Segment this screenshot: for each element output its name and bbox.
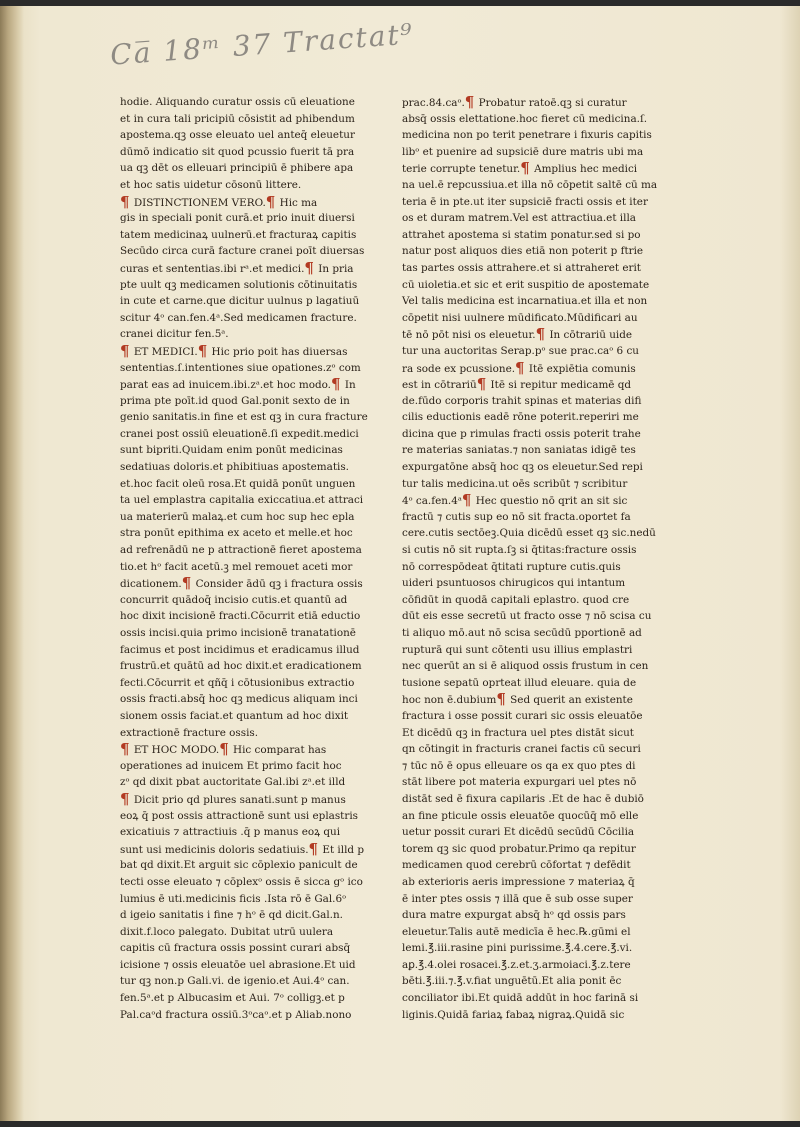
text-line <box>402 94 626 111</box>
text-line <box>120 907 343 924</box>
text-line <box>402 525 656 542</box>
text-line <box>402 343 639 360</box>
text-line <box>402 426 641 443</box>
text-line <box>120 675 355 692</box>
text-line <box>120 310 357 327</box>
text-segment: Consider ādū qꝫ i fractura ossis <box>192 578 363 591</box>
text-segment: na uel.ē repcussiua.et illa nō cōpetit saltē cū ma <box>402 178 658 191</box>
rubricated-paragraph-mark: ¶ <box>181 574 192 593</box>
text-line <box>120 839 365 858</box>
text-segment: hoc dixit incisionē fracti.Cōcurrit etiā eductio <box>120 610 361 623</box>
text-segment: et in cura tali pricipiū cōsistit ad phibendum <box>120 112 355 125</box>
text-line <box>120 476 356 493</box>
text-segment: prac.84.caᵒ. <box>402 97 465 109</box>
text-segment: liginis.Quidā fariaꝝ fabaꝝ nigraꝝ.Quidā sic <box>402 1008 625 1021</box>
text-segment: extractionē fracture ossis. <box>120 726 259 739</box>
text-segment: lumius ē uti.medicinis ficis .Ista rō ē Gal.6ᵒ <box>120 892 347 905</box>
text-line <box>120 774 346 791</box>
text-segment: libᵒ et puenire ad supsiciē dure matris ubi ma <box>402 145 644 158</box>
text-segment: qn cōtingit in fracturis cranei factis cū securi <box>402 743 641 756</box>
text-line <box>402 791 644 808</box>
text-line <box>120 177 338 194</box>
scan-border-bottom <box>0 1121 800 1127</box>
text-line <box>120 227 357 244</box>
text-segment: aꝑ.℥.4.olei rosacei.℥.z.et.ʒ.armoiaci.℥.z.tere <box>402 958 631 971</box>
text-line <box>120 957 356 974</box>
text-line <box>402 774 637 791</box>
text-line <box>120 691 358 708</box>
text-segment: et hoc satis uidetur cōsonū littere. <box>120 178 302 191</box>
text-segment: expurgatōne absq̄ hoc qꝫ os eleuetur.Sed repi <box>402 461 643 474</box>
text-line <box>402 857 631 874</box>
rubricated-paragraph-mark: ¶ <box>265 192 276 211</box>
text-line <box>402 227 641 244</box>
text-segment: sedatiuas doloris.et phibitiuas apostematis. <box>120 461 349 474</box>
text-segment: ET MEDICI. <box>130 345 198 358</box>
text-segment: ⁊ tūc nō ē opus elleuare os qa ex quo ptes di <box>402 759 636 772</box>
text-segment: In <box>341 379 356 392</box>
text-segment: Dicit prio qd plures sanati.sunt p manus <box>130 793 346 806</box>
text-segment: tatem medicinaꝝ uulnerū.et fracturaꝝ capitis <box>120 228 357 241</box>
text-line <box>402 542 637 559</box>
text-line <box>402 725 634 742</box>
text-line <box>120 592 348 609</box>
text-segment: dicina que p rimulas fracti ossis poterit trahe <box>402 427 641 440</box>
rubricated-paragraph-mark: ¶ <box>308 839 319 858</box>
text-segment: dicationem. <box>120 578 182 591</box>
book-spine <box>0 0 24 1127</box>
text-segment: Pal.caᵒd fractura ossiū.3ᵒcaᵒ.et p Aliab.nono <box>120 1008 352 1021</box>
text-line <box>402 891 633 908</box>
rubricated-paragraph-mark: ¶ <box>535 325 546 344</box>
text-line <box>120 789 346 808</box>
text-line <box>402 127 652 144</box>
text-line <box>120 625 356 642</box>
text-line <box>402 559 626 576</box>
text-segment: distāt sed ē fixura capilaris .Et de hac ē dubiō <box>402 792 644 805</box>
text-segment: et.hoc facit oleū rosa.Et quidā ponūt unguen <box>120 477 356 490</box>
text-segment: Hic prio poit has diuersas <box>208 345 348 358</box>
text-line <box>120 741 338 758</box>
scan-border-top <box>0 0 800 6</box>
text-segment: icisione ⁊ ossis eleuatōe uel abrasione.Et uid <box>120 958 356 971</box>
text-line <box>120 874 363 891</box>
text-line <box>120 525 353 542</box>
text-segment: est in cōtrariū <box>402 379 477 392</box>
text-segment: os et duram matrem.Vel est attractiua.et illa <box>402 212 636 225</box>
rubricated-paragraph-mark: ¶ <box>120 192 130 211</box>
text-segment: tē nō pōt nisi os eleuetur. <box>402 329 536 342</box>
text-segment: cōfidūt in quodā capitali eplastro. quod cre <box>402 593 630 606</box>
text-segment: In pria <box>314 262 354 275</box>
text-segment: Itē expiētia comunis <box>525 362 636 375</box>
text-segment: nec querūt an si ē aliquod ossis frustum in cen <box>402 660 649 673</box>
text-segment: ab exterioris aeris impressione ⁊ materiaꝝ q̄ <box>402 875 635 888</box>
text-line <box>120 492 364 509</box>
text-segment: stra ponūt epithima ex aceto et melle.et hoc <box>120 527 353 540</box>
text-segment: dūt eis esse secretū ut fracto osse ⁊ nō scisa cu <box>402 610 652 623</box>
text-line <box>402 990 639 1007</box>
rubricated-paragraph-mark: ¶ <box>331 375 341 394</box>
rubricated-paragraph-mark: ¶ <box>496 690 506 709</box>
text-line <box>120 608 361 625</box>
text-segment: cranei post ossiū eleuationē.ſi expedit.medici <box>120 427 359 440</box>
text-line <box>402 907 626 924</box>
text-line <box>402 690 633 709</box>
text-line <box>402 708 643 725</box>
text-segment: medicina non po terit penetrare i fixuris capitis <box>402 129 652 142</box>
text-segment: cilis eductionis eadē rōne poterit.reperiri me <box>402 411 639 424</box>
text-segment: medicamen quod cerebrū cōfortat ⁊ defēdit <box>402 859 631 872</box>
text-line <box>402 144 644 161</box>
text-segment: ua materierū malaꝝ.et cum hoc sup hec epla <box>120 510 355 523</box>
text-segment: tas partes ossis attrahere.et si attraheret erit <box>402 261 641 274</box>
text-line <box>120 111 355 128</box>
text-segment: Probatur ratoē.qꝫ si curatur <box>475 97 627 109</box>
text-line <box>402 375 632 394</box>
text-line <box>402 194 648 211</box>
text-line <box>120 293 360 310</box>
text-segment: Hec questio nō qrit an sit sic <box>472 495 628 508</box>
text-line <box>120 973 350 990</box>
text-line <box>402 358 636 377</box>
rubricated-paragraph-mark: ¶ <box>461 491 472 510</box>
handwritten-marginal-note: Ca̅ 18ᵐ 37 Tractat⁹ <box>109 17 415 72</box>
text-segment: In cōtrariū uide <box>546 329 633 342</box>
rubricated-paragraph-mark: ¶ <box>219 740 229 759</box>
text-line <box>120 924 338 941</box>
text-segment: fractū ⁊ cutis sup eo nō sit fracta.oportet fa <box>402 510 631 523</box>
text-segment: sunt bipriti.Quidam enim ponūt medicinas <box>120 444 343 457</box>
text-segment: ua qꝫ dēt os elleuari principiū ē phibere apa <box>120 162 354 175</box>
text-line <box>402 808 639 825</box>
text-segment: ossis incisi.quia primo incisionē tranatationē <box>120 627 356 639</box>
text-segment: natur post aliquos dies etiā non poterit p ftrie <box>402 245 644 258</box>
text-segment: fractura i osse possit curari sic ossis eleuatōe <box>402 709 643 722</box>
text-line <box>402 476 626 493</box>
text-line <box>120 857 358 874</box>
text-segment: scitur 4ᵒ can.fen.4ᵃ.Sed medicamen fracture. <box>120 311 357 324</box>
text-segment: dura matre expurgat absq̄ hᵒ qd ossis pars <box>402 909 626 922</box>
text-segment: ra sode ex pcussione. <box>402 362 516 375</box>
text-segment: parat eas ad inuicem.ibi.zᵃ.et hoc modo. <box>120 379 331 392</box>
text-segment: ossis fracti.absq̄ hoc qꝫ medicus aliquam inci <box>120 693 358 706</box>
text-segment: conciliator ibi.Et quidā addūt in hoc farinā si <box>402 992 639 1005</box>
left-text-column <box>120 94 368 1023</box>
text-line <box>402 1007 626 1024</box>
text-segment: nō correspōdeat q̄titati rupture cutis.quis <box>402 560 621 573</box>
text-line <box>402 492 626 509</box>
rubricated-paragraph-mark: ¶ <box>520 159 530 178</box>
text-line <box>120 243 365 260</box>
text-line <box>120 808 358 825</box>
text-line <box>120 94 355 111</box>
text-line <box>402 924 631 941</box>
text-line <box>402 409 639 426</box>
text-segment: DISTINCTIONEM VERO. <box>130 196 266 209</box>
text-segment: eoꝝ q̄ post ossis attractionē sunt usi eplastris <box>120 809 358 822</box>
text-segment: Hic comparat has <box>229 744 327 757</box>
text-line <box>120 144 355 161</box>
text-line <box>120 341 348 360</box>
text-segment: Et illd p <box>319 843 365 856</box>
text-line <box>402 111 648 128</box>
text-segment: ē inter ptes ossis ⁊ illā que ē sub osse super <box>402 892 633 905</box>
text-line <box>120 375 356 394</box>
text-line <box>402 277 650 294</box>
text-line <box>120 940 351 957</box>
text-line <box>120 426 359 443</box>
text-line <box>402 940 633 957</box>
text-line <box>120 258 354 277</box>
rubricated-paragraph-mark: ¶ <box>464 93 475 111</box>
text-line <box>402 575 626 592</box>
text-segment: rupturā qui sunt cōtenti usu illius emplastri <box>402 643 633 656</box>
text-segment: 4ᵒ ca.fen.4ᵃ <box>402 495 462 508</box>
text-line <box>120 326 338 343</box>
text-segment: attrahet apostema si statim ponatur.sed si po <box>402 228 641 241</box>
text-segment: ti aliquo mō.aut nō scisa secūdū pportionē ad <box>402 627 642 639</box>
text-segment: fen.5ᵃ.et p Albucasim et Aui. 7ᵒ colligꝫ.et p <box>120 992 345 1005</box>
text-segment: concurrit quādoq̄ incisio cutis.et quantū ad <box>120 593 348 606</box>
text-segment: uideri psuntuosos chirugicos qui intantum <box>402 577 626 590</box>
text-line <box>402 592 630 609</box>
text-segment: tur qꝫ non.p Gali.vi. de igenio.et Aui.4ᵒ can. <box>120 975 350 988</box>
text-segment: cū uioletia.et sic et erit suspitio de apostemate <box>402 278 650 291</box>
text-segment: genio sanitatis.in fine et est qꝫ in cura fracture <box>120 411 368 424</box>
text-line <box>402 459 643 476</box>
text-segment: bēti.℥.iii.⁊.℥.v.fiat unguētū.Et alia ponit ēc <box>402 975 622 988</box>
text-line <box>120 277 358 294</box>
text-segment: tur una auctoritas Serap.pᵒ sue prac.caᵒ 6 cu <box>402 344 639 357</box>
text-line <box>120 210 355 227</box>
text-segment: fecti.Cōcurrit et qñq̄ i cōtusionibus extractio <box>120 676 355 689</box>
text-segment: dixit.f.loco palegato. Dubitat utrū uulera <box>120 925 334 938</box>
text-line <box>402 442 636 459</box>
text-segment: tur talis medicina.ut oēs scribūt ⁊ scribitur <box>402 477 628 490</box>
text-line <box>120 824 341 841</box>
rubricated-paragraph-mark: ¶ <box>476 375 487 394</box>
rubricated-paragraph-mark: ¶ <box>120 740 130 759</box>
text-line <box>120 409 368 426</box>
text-line <box>402 177 658 194</box>
text-segment: pte uult qꝫ medicamen solutionis cōtinuitatis <box>120 278 358 291</box>
text-segment: dūmō indicatio sit quod pcussio fuerit tā pra <box>120 145 355 158</box>
text-segment: curas et sententias.ibi rᵃ.et medici. <box>120 262 305 275</box>
text-segment: stāt libere pot materia expurgari uel ptes nō <box>402 776 637 789</box>
text-line <box>402 841 636 858</box>
rubricated-paragraph-mark: ¶ <box>120 341 130 360</box>
text-line <box>120 758 342 775</box>
text-segment: Et dicēdū qꝫ in fractura uel ptes distāt sicut <box>402 726 634 739</box>
text-line <box>120 725 338 742</box>
text-line <box>402 741 641 758</box>
text-segment: teria ē in pte.ut iter supsiciē fracti ossis et iter <box>402 195 648 208</box>
text-line <box>402 675 637 692</box>
text-line <box>120 574 363 593</box>
text-line <box>120 442 343 459</box>
text-segment: in cute et carne.que dicitur uulnus p lagatiuū <box>120 295 360 308</box>
text-segment: si cutis nō sit rupta.ſꝫ si q̄titas:fracture ossis <box>402 544 637 557</box>
text-segment: capitis cū fractura ossis possint curari absq̄ <box>120 942 351 955</box>
text-segment: tecti osse eleuato ⁊ cōplexᵒ ossis ē sicca gᵒ ico <box>120 875 363 888</box>
text-segment: tusione sepatū oprteat illud eleuare. quia de <box>402 676 637 689</box>
text-segment: tio.et hᵒ facit acetū.ꝫ mel remouet aceti mor <box>120 560 353 573</box>
text-line <box>120 194 338 211</box>
text-segment: bat qd dixit.Et arguit sic cōplexio panicult de <box>120 859 358 872</box>
rubricated-paragraph-mark: ¶ <box>120 789 130 808</box>
text-line <box>402 824 635 841</box>
text-segment: apostema.qꝫ osse eleuato uel anteq̄ eleuetur <box>120 129 355 142</box>
text-line <box>402 393 642 410</box>
text-segment: hodie. Aliquando curatur ossis cū eleuatione <box>120 96 355 108</box>
text-line <box>120 360 361 377</box>
text-segment: sententias.ſ.intentiones siue opationes.zᵒ com <box>120 361 361 374</box>
text-segment: Sed querit an existente <box>506 694 633 707</box>
text-line <box>402 159 638 178</box>
text-segment: eleuetur.Talis autē medicīa ē hec.℞.gūmi el <box>402 925 631 938</box>
text-line <box>120 990 345 1007</box>
text-line <box>120 658 362 675</box>
text-segment: facimus et post incidimus et eradicamus illud <box>120 643 360 656</box>
text-segment: cōpetit nisi uulnere mūdificato.Mūdificari au <box>402 311 638 324</box>
text-line <box>402 957 631 974</box>
text-segment: operationes ad inuicem Et primo facit hoc <box>120 759 342 772</box>
text-line <box>120 891 347 908</box>
text-line <box>402 758 636 775</box>
text-line <box>120 708 349 725</box>
text-line <box>402 625 642 642</box>
rubricated-paragraph-mark: ¶ <box>515 358 525 377</box>
text-line <box>402 658 649 675</box>
text-line <box>402 509 631 526</box>
text-segment: re materias saniatas.⁊ non saniatas idigē tes <box>402 444 636 457</box>
text-segment: lemi.℥.iii.rasine pini purissime.℥.4.cere.℥.vi. <box>402 942 633 955</box>
text-segment: an fine pticule ossis eleuatōe quocūq̄ mō elle <box>402 809 639 822</box>
text-line <box>120 393 350 410</box>
text-line <box>402 243 644 260</box>
rubricated-paragraph-mark: ¶ <box>197 341 208 360</box>
text-segment: exicatiuis ⁊ attractiuis .q̄ p manus eoꝝ qui <box>120 826 341 839</box>
text-segment: cere.cutis sectōeꝫ.Quia dicēdū esset qꝫ sic.nedū <box>402 527 656 540</box>
text-line <box>402 260 641 277</box>
text-line <box>402 874 635 891</box>
text-segment: frustrū.et quātū ad hoc dixit.et eradicationem <box>120 660 362 673</box>
text-line <box>402 293 648 310</box>
text-line <box>402 210 636 227</box>
text-segment: hoc non ē.dubium <box>402 694 497 707</box>
text-segment: sunt usi medicinis doloris sedatiuis. <box>120 843 309 856</box>
text-line <box>402 310 638 327</box>
text-line <box>120 509 355 526</box>
text-segment: Vel talis medicina est incarnatiua.et illa et non <box>402 295 648 308</box>
text-segment: d igeio sanitatis i fine ⁊ hᵒ ē qd dicit.Gal.n. <box>120 909 343 922</box>
text-line <box>402 325 633 344</box>
text-segment: uetur possit curari Et dicēdū secūdū Cōcilia <box>402 826 635 839</box>
text-segment: cranei dicitur fen.5ᵃ. <box>120 328 229 341</box>
text-segment: sionem ossis faciat.et quantum ad hoc dixit <box>120 709 349 722</box>
text-segment: ad refrenādū ne p attractionē fieret apostema <box>120 544 362 557</box>
text-line <box>120 559 353 576</box>
text-segment: de.fūdo corporis trahit spinas et materias difi <box>402 394 642 407</box>
text-segment: ET HOC MODO. <box>130 744 220 757</box>
text-segment: Amplius hec medici <box>530 163 638 176</box>
text-line <box>120 642 360 659</box>
text-segment: zᵒ qd dixit pbat auctoritate Gal.ibi zᵃ.et illd <box>120 776 346 789</box>
right-text-column <box>402 93 658 1023</box>
text-segment: absq̄ ossis elettatione.hoc fieret cū medicina.ſ. <box>402 112 648 125</box>
text-segment: Secūdo circa curā facture cranei poīt diuersas <box>120 245 365 258</box>
text-segment: terie corrupte tenetur. <box>402 163 521 176</box>
text-segment: ta uel emplastra capitalia exiccatiua.et attraci <box>120 494 364 507</box>
text-segment: prima pte poīt.id quod Gal.ponit sexto de in <box>120 394 350 407</box>
text-line <box>120 127 355 144</box>
rubricated-paragraph-mark: ¶ <box>304 258 314 277</box>
text-line <box>402 973 626 990</box>
text-segment: torem qꝫ sic quod probatur.Primo qa repitur <box>402 842 636 855</box>
text-segment: gis in speciali ponit curā.et prio inuit diuersi <box>120 212 355 225</box>
text-line <box>402 608 652 625</box>
text-line <box>120 1007 352 1024</box>
text-segment: Itē si repitur medicamē qd <box>487 379 632 392</box>
text-line <box>120 542 362 559</box>
text-line <box>402 642 633 659</box>
text-line <box>120 459 349 476</box>
text-line <box>120 160 354 177</box>
text-segment: Hic ma <box>276 196 318 209</box>
